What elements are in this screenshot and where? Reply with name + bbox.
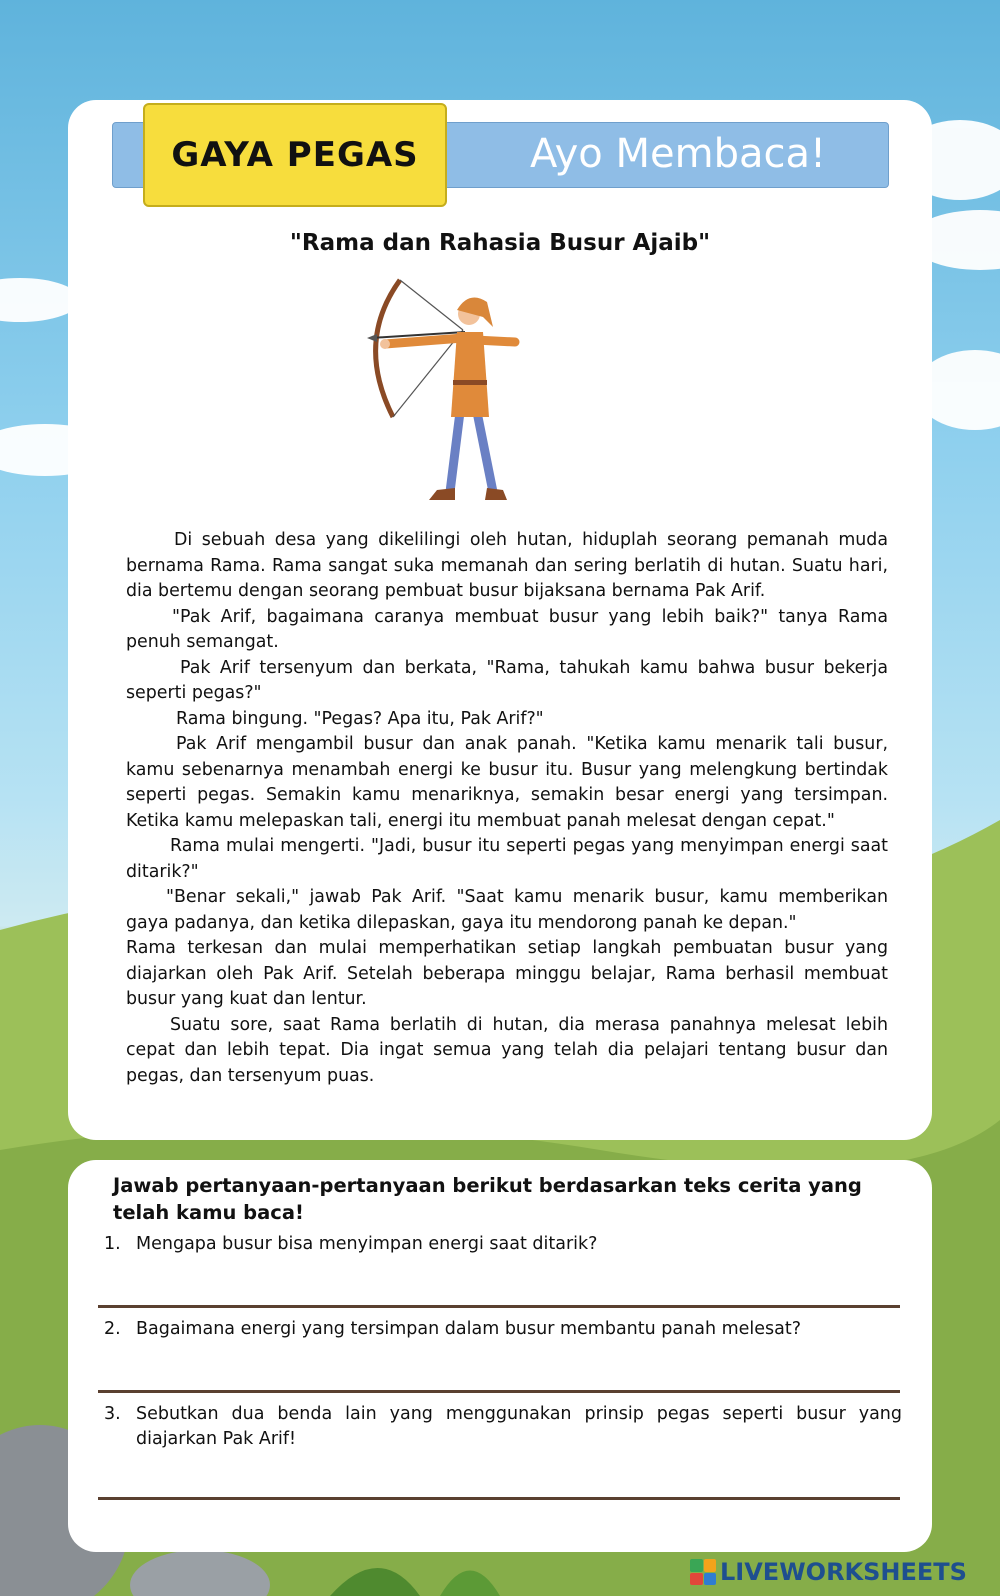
banner-tag: GAYA PEGAS bbox=[143, 103, 447, 207]
archer-illustration bbox=[365, 272, 545, 512]
story-paragraph: Suatu sore, saat Rama berlatih di hutan, dia merasa panahnya melesat lebih cepat dan lebih tepat. Dia ingat semua yang telah dia pelajari tentang busur dan pegas, dan tersenyum puas. bbox=[126, 1014, 888, 1086]
story-text bbox=[126, 528, 888, 1089]
answer-line-1[interactable] bbox=[98, 1305, 900, 1308]
question-text: Bagaimana energi yang tersimpan dalam busur membantu panah melesat? bbox=[136, 1319, 802, 1339]
question-item bbox=[104, 1317, 902, 1342]
question-text: Sebutkan dua benda lain yang menggunakan prinsip pegas seperti busur yang diajarkan Pak Arif! bbox=[136, 1404, 902, 1449]
banner-subtitle: Ayo Membaca! bbox=[529, 131, 827, 177]
question-item bbox=[104, 1402, 902, 1452]
story-paragraph: Pak Arif tersenyum dan berkata, "Rama, tahukah kamu bahwa busur bekerja seperti pegas?" bbox=[126, 657, 888, 703]
story-paragraph: Rama bingung. "Pegas? Apa itu, Pak Arif?" bbox=[176, 708, 544, 729]
story-paragraph: Pak Arif mengambil busur dan anak panah. "Ketika kamu menarik tali busur, kamu sebenarnya menambah energi ke busur itu. Busur yang melengkung bertindak seperti pegas. Semakin kamu menariknya, semakin besar energi yang tersimpan. Ketika kamu melepaskan tali, energi itu membuat panah melesat dengan cepat." bbox=[126, 734, 888, 831]
story-title: "Rama dan Rahasia Busur Ajaib" bbox=[289, 230, 711, 256]
question-text: Mengapa busur bisa menyimpan energi saat ditarik? bbox=[136, 1234, 598, 1254]
story-paragraph: "Benar sekali," jawab Pak Arif. "Saat kamu menarik busur, kamu memberikan gaya padanya, dan ketika dilepaskan, gaya itu mendorong panah ke depan." bbox=[126, 887, 888, 933]
story-paragraph: Rama terkesan dan mulai memperhatikan setiap langkah pembuatan busur yang diajarkan oleh Pak Arif. Setelah beberapa minggu belajar, Rama berhasil membuat busur yang kuat dan lentur. bbox=[126, 938, 888, 1009]
answer-line-2[interactable] bbox=[98, 1390, 900, 1393]
watermark-text: LIVEWORKSHEETS bbox=[720, 1558, 967, 1586]
questions-heading: Jawab pertanyaan-pertanyaan berikut berdasarkan teks cerita yang telah kamu baca! bbox=[113, 1174, 862, 1224]
answer-line-3[interactable] bbox=[98, 1497, 900, 1500]
liveworksheets-logo-icon bbox=[690, 1559, 716, 1585]
question-number: 2. bbox=[104, 1319, 121, 1339]
question-item bbox=[104, 1232, 902, 1257]
question-number: 1. bbox=[104, 1234, 121, 1254]
liveworksheets-watermark bbox=[690, 1553, 967, 1591]
story-paragraph: "Pak Arif, bagaimana caranya membuat busur yang lebih baik?" tanya Rama penuh semangat. bbox=[126, 606, 888, 652]
story-paragraph: Rama mulai mengerti. "Jadi, busur itu seperti pegas yang menyimpan energi saat ditarik?" bbox=[126, 836, 888, 882]
story-paragraph: Di sebuah desa yang dikelilingi oleh hutan, hiduplah seorang pemanah muda bernama Rama. Rama sangat suka memanah dan sering berlatih di hutan. Suatu hari, dia bertemu dengan seorang pembuat busur bijaksana bernama Pak Arif. bbox=[126, 530, 888, 601]
question-number: 3. bbox=[104, 1404, 121, 1424]
